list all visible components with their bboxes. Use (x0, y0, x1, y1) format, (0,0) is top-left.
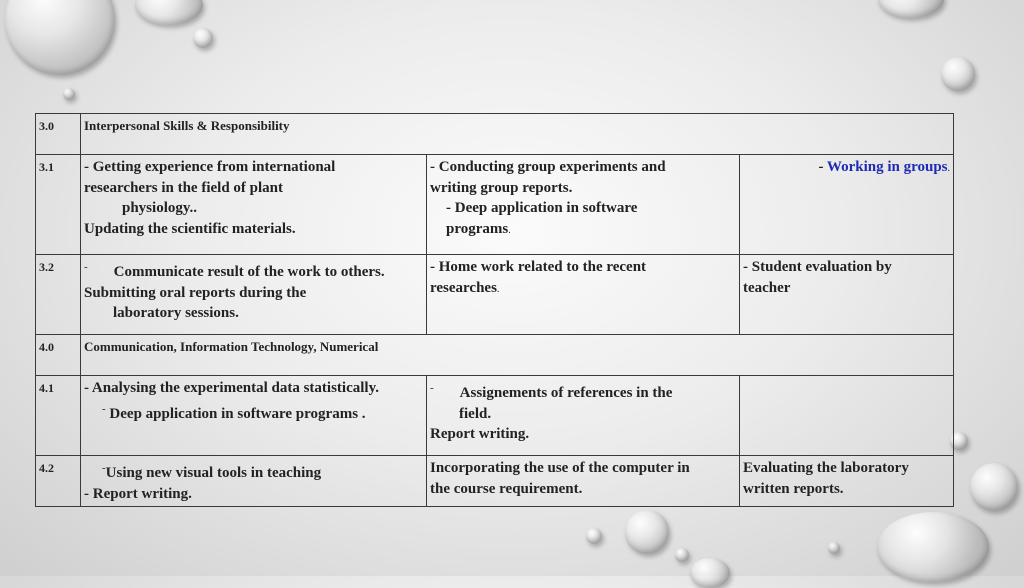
water-drop-decoration (690, 558, 730, 588)
cell-line: physiology.. (122, 200, 198, 216)
water-drop-decoration (877, 512, 989, 582)
cell-line: laboratory sessions. (113, 305, 239, 321)
water-drop-decoration (878, 0, 944, 18)
table-row (36, 255, 954, 335)
section-title: Communication, Information Technology, Numerical (81, 335, 954, 376)
cell-line: - Communicate result of the work to others. (84, 261, 385, 280)
cell-line: - Home work related to the recent (430, 259, 647, 275)
cell-line: - Working in groups. (818, 159, 951, 175)
teaching-strategy-cell (427, 376, 740, 456)
learning-outcome-cell (81, 255, 427, 335)
row-number: 3.1 (36, 155, 81, 255)
row-number: 4.1 (36, 376, 81, 456)
cell-line: -Using new visual tools in teaching (102, 462, 322, 481)
water-drop-decoration (586, 528, 602, 544)
cell-line: teacher (743, 279, 791, 296)
water-drop-decoration (941, 57, 975, 91)
cell-line: Submitting oral reports during the (84, 284, 307, 301)
cell-line: researchers in the field of plant (84, 179, 284, 196)
section-number: 4.0 (36, 335, 81, 376)
section-row (36, 114, 954, 155)
cell-line: researches. (430, 279, 500, 296)
assessment-cell (740, 456, 954, 507)
table-row (36, 155, 954, 255)
assessment-cell (740, 155, 954, 255)
table-row (36, 376, 954, 456)
learning-outcome-cell (81, 456, 427, 507)
cell-line: Updating the scientific materials. (84, 220, 296, 237)
teaching-strategy-cell (427, 155, 740, 255)
cell-line: - Conducting group experiments and (430, 159, 666, 175)
water-drop-decoration (63, 88, 75, 100)
cell-line: writing group reports. (430, 179, 573, 196)
learning-outcome-cell (81, 376, 427, 456)
cell-line: Report writing. (430, 426, 530, 442)
section-row (36, 335, 954, 376)
assessment-cell (740, 376, 954, 456)
cell-line: - Assignements of references in the (430, 382, 673, 401)
cell-line: - Getting experience from international (84, 159, 336, 175)
cell-line: - Deep application in software programs . (102, 402, 366, 422)
section-number: 3.0 (36, 114, 81, 155)
water-drop-decoration (193, 28, 213, 48)
course-skills-table (35, 113, 954, 507)
cell-line: Evaluating the laboratory (743, 460, 909, 476)
cell-line: field. (459, 405, 492, 422)
teaching-strategy-cell (427, 255, 740, 335)
water-drop-decoration (5, 0, 115, 75)
cell-line: - Student evaluation by (743, 259, 892, 275)
cell-line: Incorporating the use of the computer in (430, 460, 690, 476)
cell-line: - Analysing the experimental data statistically. (84, 380, 379, 396)
row-number: 4.2 (36, 456, 81, 507)
water-drop-decoration (135, 0, 203, 25)
cell-line: - Deep application in software (446, 200, 638, 216)
cell-line: the course requirement. (430, 480, 583, 497)
teaching-strategy-cell (427, 456, 740, 507)
water-drop-decoration (970, 463, 1018, 511)
cell-line: - Report writing. (84, 485, 192, 502)
row-number: 3.2 (36, 255, 81, 335)
assessment-cell (740, 255, 954, 335)
water-drop-decoration (675, 548, 689, 562)
cell-line: programs. (446, 220, 511, 237)
section-title: Interpersonal Skills & Responsibility (81, 114, 954, 155)
water-drop-decoration (828, 542, 840, 554)
cell-line: written reports. (743, 480, 844, 497)
learning-outcome-cell (81, 155, 427, 255)
table-row (36, 456, 954, 507)
water-drop-decoration (625, 510, 669, 554)
